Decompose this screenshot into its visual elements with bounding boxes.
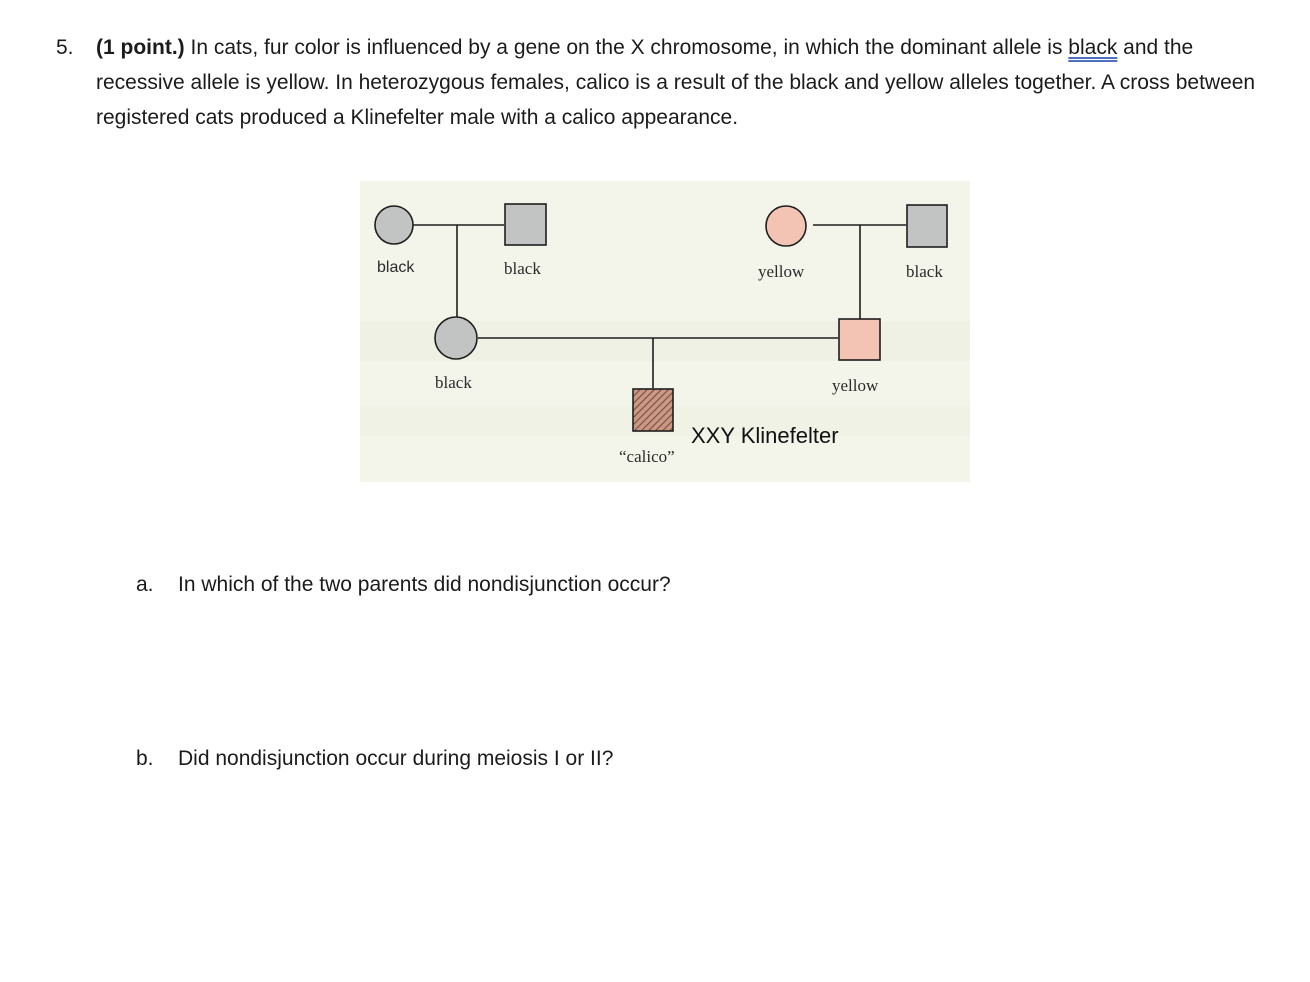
label-father: yellow <box>832 376 879 395</box>
subquestion-a <box>136 570 671 600</box>
mother-symbol <box>435 317 477 359</box>
question-points: (1 point.) <box>96 36 185 59</box>
question-5 <box>56 30 1266 135</box>
label-grandmother-2: yellow <box>758 262 805 281</box>
subquestion-b <box>136 744 613 774</box>
question-text <box>96 30 1266 135</box>
label-offspring: “calico” <box>619 447 675 466</box>
subquestion-a-letter: a. <box>136 573 154 596</box>
grandfather-2-symbol <box>907 205 947 247</box>
label-mother: black <box>435 373 472 392</box>
question-text-part1: In cats, fur color is influenced by a gene on the X chromosome, in which the dominant allele is <box>184 36 1069 59</box>
subquestion-b-letter: b. <box>136 747 154 770</box>
father-symbol <box>839 319 880 360</box>
pedigree-figure <box>360 181 970 482</box>
label-grandmother-1: black <box>377 259 415 276</box>
subquestion-a-text: In which of the two parents did nondisjunction occur? <box>178 573 671 596</box>
question-number: 5. <box>56 36 74 59</box>
label-grandfather-1: black <box>504 259 541 278</box>
label-grandfather-2: black <box>906 262 943 281</box>
grandfather-1-symbol <box>505 204 546 245</box>
question-text-part2: and the recessive allele is yellow. In heterozygous females, calico is a result of the black and yellow alleles together. A cross between registered cats produced a Klinefelter male with a calico appearance. <box>96 36 1256 129</box>
klinefelter-annotation: XXY Klinefelter <box>691 423 839 448</box>
underlined-word-black: black <box>1068 36 1118 59</box>
offspring-symbol <box>633 389 673 431</box>
grandmother-1-symbol <box>375 206 413 244</box>
grandmother-2-symbol <box>766 206 806 246</box>
pedigree-diagram <box>360 181 970 482</box>
subquestion-b-text: Did nondisjunction occur during meiosis I or II? <box>178 747 614 770</box>
